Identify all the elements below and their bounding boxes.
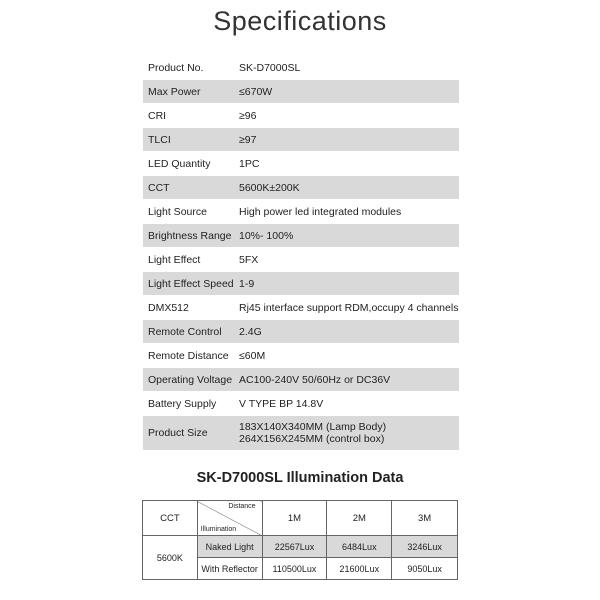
lux-value: 6484Lux [327, 536, 392, 558]
lux-value: 3246Lux [392, 536, 458, 558]
spec-row-led-quantity [143, 152, 459, 175]
spec-value [236, 421, 459, 445]
spec-value: 10%- 100% [239, 229, 294, 242]
lux-value: 22567Lux [262, 536, 327, 558]
spec-value-line: 264X156X245MM (control box) [239, 433, 385, 445]
spec-value: ≤670W [239, 85, 273, 98]
spec-label: Product Size [148, 427, 208, 439]
spec-row-operating-voltage [143, 368, 459, 391]
spec-label: Remote Distance [148, 349, 229, 362]
spec-row-battery-supply [143, 392, 459, 415]
illumination-row-naked [143, 536, 458, 558]
spec-value: 5600K±200K [239, 181, 300, 194]
spec-label: Operating Voltage [148, 373, 233, 386]
spec-row-product-no [143, 56, 459, 79]
spec-label: Remote Control [148, 325, 222, 338]
spec-label: DMX512 [148, 301, 189, 314]
spec-row-tlci [143, 128, 459, 151]
distance-label: Distance [228, 503, 256, 510]
spec-table [143, 56, 459, 450]
spec-row-cct [143, 176, 459, 199]
spec-label: TLCI [148, 133, 171, 146]
lux-value: 21600Lux [327, 558, 392, 580]
spec-value: SK-D7000SL [239, 61, 301, 74]
illumination-table [142, 500, 458, 580]
distance-header: 2M [327, 501, 392, 536]
page-title: Specifications [213, 6, 387, 36]
spec-label: Product No. [148, 61, 204, 74]
spec-label: Max Power [148, 85, 201, 98]
spec-row-light-source [143, 200, 459, 223]
spec-label: Light Effect Speed [148, 277, 234, 290]
spec-row-dmx512 [143, 296, 459, 319]
row-label: Naked Light [197, 536, 262, 558]
distance-header: 3M [392, 501, 458, 536]
spec-value: ≥97 [239, 133, 257, 146]
spec-value: High power led integrated modules [239, 205, 402, 218]
spec-value: ≥96 [239, 109, 257, 122]
spec-label: Light Effect [148, 253, 201, 266]
lux-value: 110500Lux [262, 558, 327, 580]
row-label: With Reflector [197, 558, 262, 580]
spec-row-remote-control [143, 320, 459, 343]
illumination-label: Illumination [200, 526, 237, 533]
spec-row-brightness-range [143, 224, 459, 247]
spec-label: CCT [148, 181, 170, 194]
illumination-title: SK-D7000SL Illumination Data [196, 470, 404, 486]
distance-illumination-header [197, 501, 262, 536]
spec-row-product-size [143, 416, 459, 450]
lux-value: 9050Lux [392, 558, 458, 580]
spec-label: LED Quantity [148, 157, 211, 170]
cct-value: 5600K [143, 536, 198, 580]
spec-value: 5FX [239, 253, 259, 266]
spec-row-cri [143, 104, 459, 127]
spec-value: ≤60M [239, 349, 266, 362]
illumination-header-row [143, 501, 458, 536]
cct-header: CCT [143, 501, 198, 536]
spec-label: Battery Supply [148, 397, 217, 410]
spec-value-line: 183X140X340MM (Lamp Body) [239, 421, 387, 433]
spec-row-light-effect [143, 248, 459, 271]
spec-label: CRI [148, 109, 167, 122]
spec-value: V TYPE BP 14.8V [239, 397, 324, 410]
spec-row-remote-distance [143, 344, 459, 367]
spec-row-max-power [143, 80, 459, 103]
spec-value: Rj45 interface support RDM,occupy 4 channels [239, 301, 459, 314]
spec-row-light-effect-speed [143, 272, 459, 295]
spec-value: AC100-240V 50/60Hz or DC36V [239, 373, 391, 386]
distance-header: 1M [262, 501, 327, 536]
spec-value: 1PC [239, 157, 260, 170]
spec-value: 1-9 [239, 277, 255, 290]
spec-label: Light Source [148, 205, 207, 218]
spec-value: 2.4G [239, 325, 262, 338]
spec-label: Brightness Range [148, 229, 232, 242]
